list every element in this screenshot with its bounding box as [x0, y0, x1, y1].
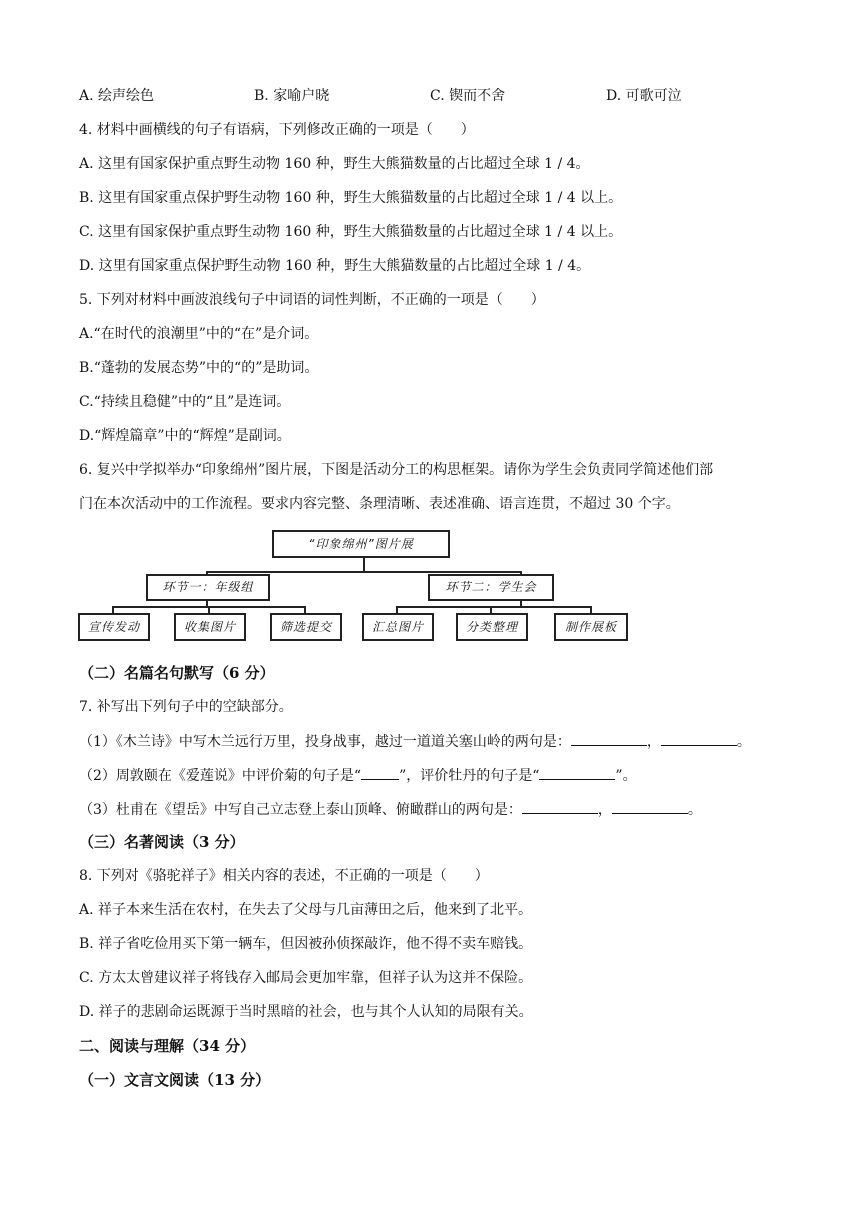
diagram-leaf-screen: 筛选提交 — [270, 613, 342, 641]
connector-root — [363, 558, 365, 572]
q7-sub3-period: 。 — [687, 802, 702, 818]
diagram-leaf-sort: 分类整理 — [456, 613, 528, 641]
q7-sub2 — [79, 765, 637, 786]
q7-sub1-period: 。 — [736, 734, 751, 750]
diagram-stage1-box: 环节一：年级组 — [146, 574, 270, 601]
q8-option-a: A. 祥子本来生活在农村，在失去了父母与几亩薄田之后，他来到了北平。 — [79, 902, 533, 918]
q3-option-b: B. 家喻户晓 — [254, 88, 330, 104]
activity-diagram — [78, 530, 644, 646]
q4-option-c: C. 这里有国家保护重点野生动物 160 种，野生大熊猫数量的占比超过全球 1 / 4 以上。 — [79, 224, 623, 240]
q7-sub3 — [79, 799, 702, 820]
section-wenyan-heading: （一）文言文阅读（13 分） — [79, 1071, 271, 1089]
q7-sub2-text-c: ”。 — [615, 768, 637, 784]
q7-sub3-blank1[interactable] — [522, 799, 598, 814]
q5-stem: 5. 下列对材料中画波浪线句子中词语的词性判断，不正确的一项是（ ） — [79, 292, 545, 308]
q7-sub1-blank1[interactable] — [571, 731, 647, 746]
q3-option-d: D. 可歌可泣 — [606, 88, 682, 104]
q3-option-a: A. 绘声绘色 — [79, 88, 155, 104]
diagram-leaf-gather: 汇总图片 — [362, 613, 434, 641]
q7-sub2-text-a: （2）周敦颐在《爱莲说》中评价菊的句子是“ — [79, 768, 362, 784]
q7-sub2-blank1[interactable] — [361, 765, 399, 780]
q7-sub3-text: （3）杜甫在《望岳》中写自己立志登上泰山顶峰、俯瞰群山的两句是： — [79, 802, 522, 818]
section-mingzhu-heading: （三）名著阅读（3 分） — [79, 833, 245, 851]
q7-sub1-comma: ， — [646, 734, 661, 750]
q8-option-b: B. 祥子省吃俭用买下第一辆车，但因被孙侦探敲诈，他不得不卖车赔钱。 — [79, 936, 533, 952]
q4-option-b: B. 这里有国家重点保护野生动物 160 种，野生大熊猫数量的占比超过全球 1 / 4 以上。 — [79, 190, 623, 206]
q7-sub1 — [79, 731, 751, 752]
q6-line1: 6. 复兴中学拟举办“印象绵州”图片展，下图是活动分工的构思框架。请你为学生会负责同学简述他们部 — [79, 462, 714, 478]
q8-option-c: C. 方太太曾建议祥子将钱存入邮局会更加牢靠，但祥子认为这并不保险。 — [79, 970, 533, 986]
q6-line2: 门在本次活动中的工作流程。要求内容完整、条理清晰、表述准确、语言连贯，不超过 30 个字。 — [79, 496, 680, 512]
q4-option-a: A. 这里有国家保护重点野生动物 160 种，野生大熊猫数量的占比超过全球 1 / 4。 — [79, 156, 590, 172]
q3-option-c: C. 锲而不舍 — [430, 88, 506, 104]
q8-option-d: D. 祥子的悲剧命运既源于当时黑暗的社会，也与其个人认知的局限有关。 — [79, 1004, 533, 1020]
q7-sub3-blank2[interactable] — [612, 799, 688, 814]
diagram-leaf-collect: 收集图片 — [174, 613, 246, 641]
q7-stem: 7. 补写出下列句子中的空缺部分。 — [79, 699, 293, 715]
connector-h-top — [206, 571, 522, 573]
q7-sub3-comma: ， — [597, 802, 612, 818]
q7-sub2-text-b: ”，评价牡丹的句子是“ — [399, 768, 540, 784]
q7-sub1-blank2[interactable] — [661, 731, 737, 746]
q5-option-a: A.“在时代的浪潮里”中的“在”是介词。 — [79, 326, 319, 342]
q7-sub2-blank2[interactable] — [539, 765, 615, 780]
q5-option-d: D.“辉煌篇章”中的“辉煌”是副词。 — [79, 428, 291, 444]
diagram-leaf-board: 制作展板 — [554, 613, 628, 641]
q4-stem: 4. 材料中画横线的句子有语病，下列修改正确的一项是（ ） — [79, 122, 475, 138]
diagram-stage2-box: 环节二：学生会 — [428, 574, 554, 601]
connector-h-right — [396, 606, 592, 608]
q7-sub1-text: （1）《木兰诗》中写木兰远行万里，投身战事，越过一道道关塞山岭的两句是： — [79, 734, 571, 750]
section-mingpian-heading: （二）名篇名句默写（6 分） — [79, 664, 275, 682]
diagram-leaf-publicity: 宣传发动 — [78, 613, 150, 641]
q5-option-c: C.“持续且稳健”中的“且”是连词。 — [79, 394, 291, 410]
q8-stem: 8. 下列对《骆驼祥子》相关内容的表述，不正确的一项是（ ） — [79, 868, 489, 884]
q4-option-d: D. 这里有国家重点保护野生动物 160 种，野生大熊猫数量的占比超过全球 1 / 4。 — [79, 258, 591, 274]
section-reading-heading: 二、阅读与理解（34 分） — [79, 1037, 256, 1055]
diagram-root-box: “印象绵州”图片展 — [272, 530, 450, 558]
q5-option-b: B.“蓬勃的发展态势”中的“的”是助词。 — [79, 360, 319, 376]
